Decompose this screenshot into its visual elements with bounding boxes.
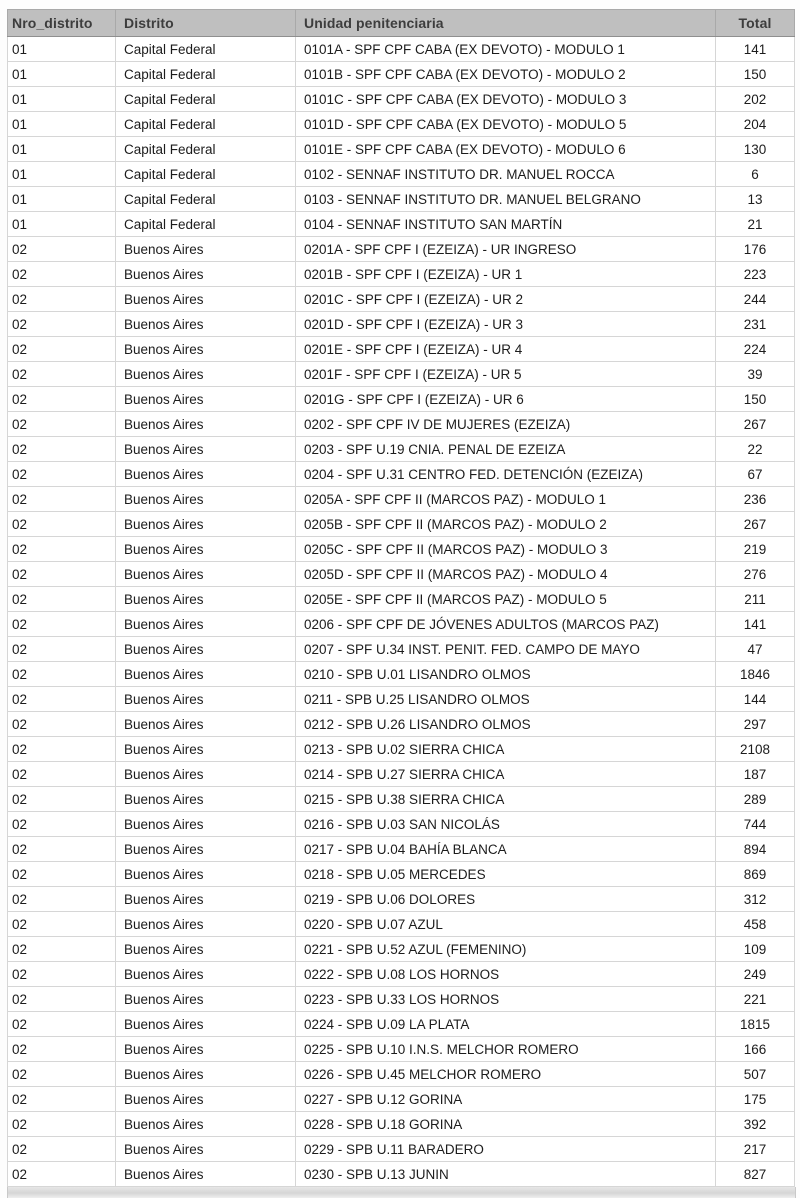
cell-distrito: Buenos Aires — [116, 962, 296, 987]
cell-unidad-penitenciaria: 0206 - SPF CPF DE JÓVENES ADULTOS (MARCOS PAZ) — [296, 612, 716, 637]
cell-total: 204 — [716, 112, 795, 137]
cell-total: 211 — [716, 587, 795, 612]
cell-unidad-penitenciaria: 0214 - SPB U.27 SIERRA CHICA — [296, 762, 716, 787]
cell-distrito: Buenos Aires — [116, 612, 296, 637]
cell-unidad-penitenciaria: 0101C - SPF CPF CABA (EX DEVOTO) - MODULO 3 — [296, 87, 716, 112]
cell-unidad-penitenciaria: 0201E - SPF CPF I (EZEIZA) - UR 4 — [296, 337, 716, 362]
cell-total: 217 — [716, 1137, 795, 1162]
table-row[interactable] — [8, 312, 795, 337]
table-row[interactable] — [8, 1012, 795, 1037]
cell-nro-distrito: 02 — [8, 412, 116, 437]
cell-total: 224 — [716, 337, 795, 362]
cell-total: 175 — [716, 1087, 795, 1112]
cell-nro-distrito: 02 — [8, 1112, 116, 1137]
table-row[interactable] — [8, 862, 795, 887]
table-row[interactable] — [8, 1062, 795, 1087]
table-row[interactable] — [8, 787, 795, 812]
cell-nro-distrito: 02 — [8, 1037, 116, 1062]
cell-nro-distrito: 02 — [8, 762, 116, 787]
cell-nro-distrito: 02 — [8, 237, 116, 262]
cell-unidad-penitenciaria: 0213 - SPB U.02 SIERRA CHICA — [296, 737, 716, 762]
cell-total: 1815 — [716, 1012, 795, 1037]
cell-total: 894 — [716, 837, 795, 862]
table-row[interactable] — [8, 812, 795, 837]
table-row[interactable] — [8, 537, 795, 562]
cell-nro-distrito: 01 — [8, 37, 116, 62]
cell-unidad-penitenciaria: 0221 - SPB U.52 AZUL (FEMENINO) — [296, 937, 716, 962]
cell-unidad-penitenciaria: 0225 - SPB U.10 I.N.S. MELCHOR ROMERO — [296, 1037, 716, 1062]
cell-nro-distrito: 02 — [8, 387, 116, 412]
cell-unidad-penitenciaria: 0229 - SPB U.11 BARADERO — [296, 1137, 716, 1162]
cell-total: 221 — [716, 987, 795, 1012]
column-header-distrito[interactable]: Distrito — [116, 10, 296, 37]
cell-unidad-penitenciaria: 0219 - SPB U.06 DOLORES — [296, 887, 716, 912]
cell-total: 187 — [716, 762, 795, 787]
cell-total: 6 — [716, 162, 795, 187]
cell-total: 130 — [716, 137, 795, 162]
cell-distrito: Buenos Aires — [116, 662, 296, 687]
cell-distrito: Buenos Aires — [116, 812, 296, 837]
cell-nro-distrito: 02 — [8, 562, 116, 587]
penitentiary-table — [7, 9, 795, 1187]
table-row[interactable] — [8, 612, 795, 637]
table-row[interactable] — [8, 37, 795, 62]
cell-distrito: Buenos Aires — [116, 312, 296, 337]
column-header-unidad-penitenciaria[interactable]: Unidad penitenciaria — [296, 10, 716, 37]
table-row[interactable] — [8, 562, 795, 587]
cell-total: 507 — [716, 1062, 795, 1087]
table-row[interactable] — [8, 887, 795, 912]
cell-nro-distrito: 02 — [8, 687, 116, 712]
cell-total: 202 — [716, 87, 795, 112]
cell-unidad-penitenciaria: 0104 - SENNAF INSTITUTO SAN MARTÍN — [296, 212, 716, 237]
cell-nro-distrito: 02 — [8, 812, 116, 837]
cell-total: 67 — [716, 462, 795, 487]
cell-distrito: Buenos Aires — [116, 1087, 296, 1112]
cell-nro-distrito: 02 — [8, 262, 116, 287]
table-row[interactable] — [8, 87, 795, 112]
table-row[interactable] — [8, 687, 795, 712]
cell-unidad-penitenciaria: 0101A - SPF CPF CABA (EX DEVOTO) - MODULO 1 — [296, 37, 716, 62]
cell-distrito: Buenos Aires — [116, 462, 296, 487]
cell-total: 392 — [716, 1112, 795, 1137]
cell-distrito: Buenos Aires — [116, 712, 296, 737]
cell-distrito: Capital Federal — [116, 37, 296, 62]
cell-unidad-penitenciaria: 0210 - SPB U.01 LISANDRO OLMOS — [296, 662, 716, 687]
cell-total: 236 — [716, 487, 795, 512]
cell-total: 231 — [716, 312, 795, 337]
table-row[interactable] — [8, 1087, 795, 1112]
cell-distrito: Capital Federal — [116, 112, 296, 137]
cell-total: 13 — [716, 187, 795, 212]
cell-total: 176 — [716, 237, 795, 262]
cell-distrito: Buenos Aires — [116, 537, 296, 562]
cell-distrito: Buenos Aires — [116, 787, 296, 812]
cell-distrito: Capital Federal — [116, 87, 296, 112]
cell-unidad-penitenciaria: 0211 - SPB U.25 LISANDRO OLMOS — [296, 687, 716, 712]
cell-nro-distrito: 01 — [8, 162, 116, 187]
cell-distrito: Buenos Aires — [116, 487, 296, 512]
table-row[interactable] — [8, 962, 795, 987]
cell-distrito: Capital Federal — [116, 212, 296, 237]
cell-nro-distrito: 02 — [8, 587, 116, 612]
cell-unidad-penitenciaria: 0201C - SPF CPF I (EZEIZA) - UR 2 — [296, 287, 716, 312]
cell-distrito: Buenos Aires — [116, 412, 296, 437]
cell-nro-distrito: 02 — [8, 962, 116, 987]
cell-distrito: Capital Federal — [116, 187, 296, 212]
cell-total: 1846 — [716, 662, 795, 687]
cell-unidad-penitenciaria: 0228 - SPB U.18 GORINA — [296, 1112, 716, 1137]
cell-total: 166 — [716, 1037, 795, 1062]
cell-distrito: Capital Federal — [116, 62, 296, 87]
cell-total: 223 — [716, 262, 795, 287]
table-row[interactable] — [8, 112, 795, 137]
cut-off-row — [7, 1187, 796, 1198]
cell-distrito: Buenos Aires — [116, 512, 296, 537]
cell-nro-distrito: 02 — [8, 737, 116, 762]
cell-distrito: Buenos Aires — [116, 887, 296, 912]
cell-distrito: Buenos Aires — [116, 337, 296, 362]
cell-distrito: Buenos Aires — [116, 562, 296, 587]
table-row[interactable] — [8, 362, 795, 387]
cell-total: 244 — [716, 287, 795, 312]
cell-total: 827 — [716, 1162, 795, 1187]
cell-distrito: Buenos Aires — [116, 637, 296, 662]
cell-distrito: Buenos Aires — [116, 262, 296, 287]
cell-unidad-penitenciaria: 0222 - SPB U.08 LOS HORNOS — [296, 962, 716, 987]
table-header — [8, 10, 795, 37]
table-row[interactable] — [8, 262, 795, 287]
cell-distrito: Buenos Aires — [116, 762, 296, 787]
table-row[interactable] — [8, 237, 795, 262]
table-row[interactable] — [8, 187, 795, 212]
cell-unidad-penitenciaria: 0224 - SPB U.09 LA PLATA — [296, 1012, 716, 1037]
cell-distrito: Buenos Aires — [116, 1037, 296, 1062]
cell-unidad-penitenciaria: 0227 - SPB U.12 GORINA — [296, 1087, 716, 1112]
table-row[interactable] — [8, 912, 795, 937]
cell-nro-distrito: 02 — [8, 487, 116, 512]
table-row[interactable] — [8, 1037, 795, 1062]
cell-distrito: Buenos Aires — [116, 237, 296, 262]
cell-nro-distrito: 01 — [8, 87, 116, 112]
table-row[interactable] — [8, 487, 795, 512]
cell-unidad-penitenciaria: 0217 - SPB U.04 BAHÍA BLANCA — [296, 837, 716, 862]
cell-nro-distrito: 02 — [8, 787, 116, 812]
cell-distrito: Buenos Aires — [116, 862, 296, 887]
cell-nro-distrito: 02 — [8, 437, 116, 462]
cell-nro-distrito: 02 — [8, 362, 116, 387]
cell-total: 2108 — [716, 737, 795, 762]
table-row[interactable] — [8, 987, 795, 1012]
cell-nro-distrito: 01 — [8, 137, 116, 162]
cell-total: 458 — [716, 912, 795, 937]
cell-total: 267 — [716, 412, 795, 437]
cell-distrito: Buenos Aires — [116, 387, 296, 412]
cell-unidad-penitenciaria: 0223 - SPB U.33 LOS HORNOS — [296, 987, 716, 1012]
table-row[interactable] — [8, 437, 795, 462]
cell-distrito: Buenos Aires — [116, 912, 296, 937]
table-row[interactable] — [8, 587, 795, 612]
table-row[interactable] — [8, 337, 795, 362]
table-row[interactable] — [8, 712, 795, 737]
cell-unidad-penitenciaria: 0201F - SPF CPF I (EZEIZA) - UR 5 — [296, 362, 716, 387]
cell-distrito: Capital Federal — [116, 137, 296, 162]
cell-unidad-penitenciaria: 0205C - SPF CPF II (MARCOS PAZ) - MODULO 3 — [296, 537, 716, 562]
cell-distrito: Buenos Aires — [116, 687, 296, 712]
cell-unidad-penitenciaria: 0201G - SPF CPF I (EZEIZA) - UR 6 — [296, 387, 716, 412]
cell-unidad-penitenciaria: 0201A - SPF CPF I (EZEIZA) - UR INGRESO — [296, 237, 716, 262]
cell-distrito: Buenos Aires — [116, 737, 296, 762]
cell-nro-distrito: 02 — [8, 662, 116, 687]
table-row[interactable] — [8, 287, 795, 312]
cell-unidad-penitenciaria: 0102 - SENNAF INSTITUTO DR. MANUEL ROCCA — [296, 162, 716, 187]
cell-total: 141 — [716, 37, 795, 62]
cell-nro-distrito: 02 — [8, 937, 116, 962]
table-row[interactable] — [8, 137, 795, 162]
cell-unidad-penitenciaria: 0230 - SPB U.13 JUNIN — [296, 1162, 716, 1187]
cell-distrito: Buenos Aires — [116, 1137, 296, 1162]
cell-distrito: Buenos Aires — [116, 1012, 296, 1037]
column-header-nro-distrito[interactable]: Nro_distrito — [8, 10, 116, 37]
cell-distrito: Buenos Aires — [116, 1162, 296, 1187]
cell-distrito: Buenos Aires — [116, 937, 296, 962]
table-row[interactable] — [8, 1162, 795, 1187]
cell-total: 47 — [716, 637, 795, 662]
cell-distrito: Buenos Aires — [116, 437, 296, 462]
cell-nro-distrito: 01 — [8, 187, 116, 212]
cell-nro-distrito: 02 — [8, 712, 116, 737]
cell-total: 312 — [716, 887, 795, 912]
cell-total: 144 — [716, 687, 795, 712]
table-row[interactable] — [8, 637, 795, 662]
cell-unidad-penitenciaria: 0204 - SPF U.31 CENTRO FED. DETENCIÓN (EZEIZA) — [296, 462, 716, 487]
cell-unidad-penitenciaria: 0207 - SPF U.34 INST. PENIT. FED. CAMPO DE MAYO — [296, 637, 716, 662]
cell-unidad-penitenciaria: 0202 - SPF CPF IV DE MUJERES (EZEIZA) — [296, 412, 716, 437]
cell-unidad-penitenciaria: 0201B - SPF CPF I (EZEIZA) - UR 1 — [296, 262, 716, 287]
cell-unidad-penitenciaria: 0218 - SPB U.05 MERCEDES — [296, 862, 716, 887]
cell-nro-distrito: 02 — [8, 862, 116, 887]
table-row[interactable] — [8, 62, 795, 87]
cell-unidad-penitenciaria: 0226 - SPB U.45 MELCHOR ROMERO — [296, 1062, 716, 1087]
cell-total: 297 — [716, 712, 795, 737]
cell-distrito: Buenos Aires — [116, 1112, 296, 1137]
cell-nro-distrito: 02 — [8, 1062, 116, 1087]
header-row — [8, 10, 795, 37]
cell-distrito: Buenos Aires — [116, 1062, 296, 1087]
table-row[interactable] — [8, 162, 795, 187]
cell-nro-distrito: 01 — [8, 112, 116, 137]
table-row[interactable] — [8, 462, 795, 487]
cell-distrito: Buenos Aires — [116, 587, 296, 612]
table-row[interactable] — [8, 837, 795, 862]
cell-nro-distrito: 02 — [8, 287, 116, 312]
cell-unidad-penitenciaria: 0201D - SPF CPF I (EZEIZA) - UR 3 — [296, 312, 716, 337]
cell-distrito: Buenos Aires — [116, 837, 296, 862]
cell-nro-distrito: 02 — [8, 912, 116, 937]
cell-nro-distrito: 02 — [8, 837, 116, 862]
cell-nro-distrito: 02 — [8, 1162, 116, 1187]
cell-distrito: Buenos Aires — [116, 362, 296, 387]
cell-nro-distrito: 02 — [8, 637, 116, 662]
cell-unidad-penitenciaria: 0205A - SPF CPF II (MARCOS PAZ) - MODULO 1 — [296, 487, 716, 512]
table-row[interactable] — [8, 762, 795, 787]
cell-unidad-penitenciaria: 0103 - SENNAF INSTITUTO DR. MANUEL BELGRANO — [296, 187, 716, 212]
cell-total: 141 — [716, 612, 795, 637]
cell-unidad-penitenciaria: 0215 - SPB U.38 SIERRA CHICA — [296, 787, 716, 812]
cell-nro-distrito: 02 — [8, 337, 116, 362]
cell-unidad-penitenciaria: 0205D - SPF CPF II (MARCOS PAZ) - MODULO 4 — [296, 562, 716, 587]
cell-nro-distrito: 02 — [8, 1012, 116, 1037]
table-row[interactable] — [8, 937, 795, 962]
cell-nro-distrito: 01 — [8, 212, 116, 237]
cell-nro-distrito: 02 — [8, 1087, 116, 1112]
cell-nro-distrito: 02 — [8, 312, 116, 337]
cell-total: 21 — [716, 212, 795, 237]
cell-nro-distrito: 02 — [8, 537, 116, 562]
cell-total: 276 — [716, 562, 795, 587]
cell-total: 109 — [716, 937, 795, 962]
cell-unidad-penitenciaria: 0220 - SPB U.07 AZUL — [296, 912, 716, 937]
cell-total: 744 — [716, 812, 795, 837]
cell-unidad-penitenciaria: 0216 - SPB U.03 SAN NICOLÁS — [296, 812, 716, 837]
cell-nro-distrito: 02 — [8, 1137, 116, 1162]
cell-distrito: Buenos Aires — [116, 987, 296, 1012]
cell-total: 150 — [716, 387, 795, 412]
cell-distrito: Capital Federal — [116, 162, 296, 187]
cell-nro-distrito: 02 — [8, 987, 116, 1012]
table-body — [8, 37, 795, 1187]
table-row[interactable] — [8, 1112, 795, 1137]
cell-nro-distrito: 02 — [8, 512, 116, 537]
cell-unidad-penitenciaria: 0212 - SPB U.26 LISANDRO OLMOS — [296, 712, 716, 737]
column-header-total[interactable]: Total — [716, 10, 795, 37]
cell-distrito: Buenos Aires — [116, 287, 296, 312]
table-row[interactable] — [8, 387, 795, 412]
table-row[interactable] — [8, 512, 795, 537]
cell-total: 249 — [716, 962, 795, 987]
cell-nro-distrito: 01 — [8, 62, 116, 87]
cell-total: 289 — [716, 787, 795, 812]
cell-unidad-penitenciaria: 0101D - SPF CPF CABA (EX DEVOTO) - MODULO 5 — [296, 112, 716, 137]
cell-nro-distrito: 02 — [8, 612, 116, 637]
cell-unidad-penitenciaria: 0203 - SPF U.19 CNIA. PENAL DE EZEIZA — [296, 437, 716, 462]
table-row[interactable] — [8, 1137, 795, 1162]
cell-total: 869 — [716, 862, 795, 887]
table-row[interactable] — [8, 662, 795, 687]
table-row[interactable] — [8, 412, 795, 437]
cell-nro-distrito: 02 — [8, 462, 116, 487]
cell-unidad-penitenciaria: 0101E - SPF CPF CABA (EX DEVOTO) - MODULO 6 — [296, 137, 716, 162]
cell-total: 22 — [716, 437, 795, 462]
cell-total: 150 — [716, 62, 795, 87]
cell-nro-distrito: 02 — [8, 887, 116, 912]
cell-unidad-penitenciaria: 0101B - SPF CPF CABA (EX DEVOTO) - MODULO 2 — [296, 62, 716, 87]
cell-unidad-penitenciaria: 0205B - SPF CPF II (MARCOS PAZ) - MODULO 2 — [296, 512, 716, 537]
table-row[interactable] — [8, 737, 795, 762]
cell-total: 39 — [716, 362, 795, 387]
cell-unidad-penitenciaria: 0205E - SPF CPF II (MARCOS PAZ) - MODULO 5 — [296, 587, 716, 612]
cell-total: 219 — [716, 537, 795, 562]
table-row[interactable] — [8, 212, 795, 237]
cell-total: 267 — [716, 512, 795, 537]
